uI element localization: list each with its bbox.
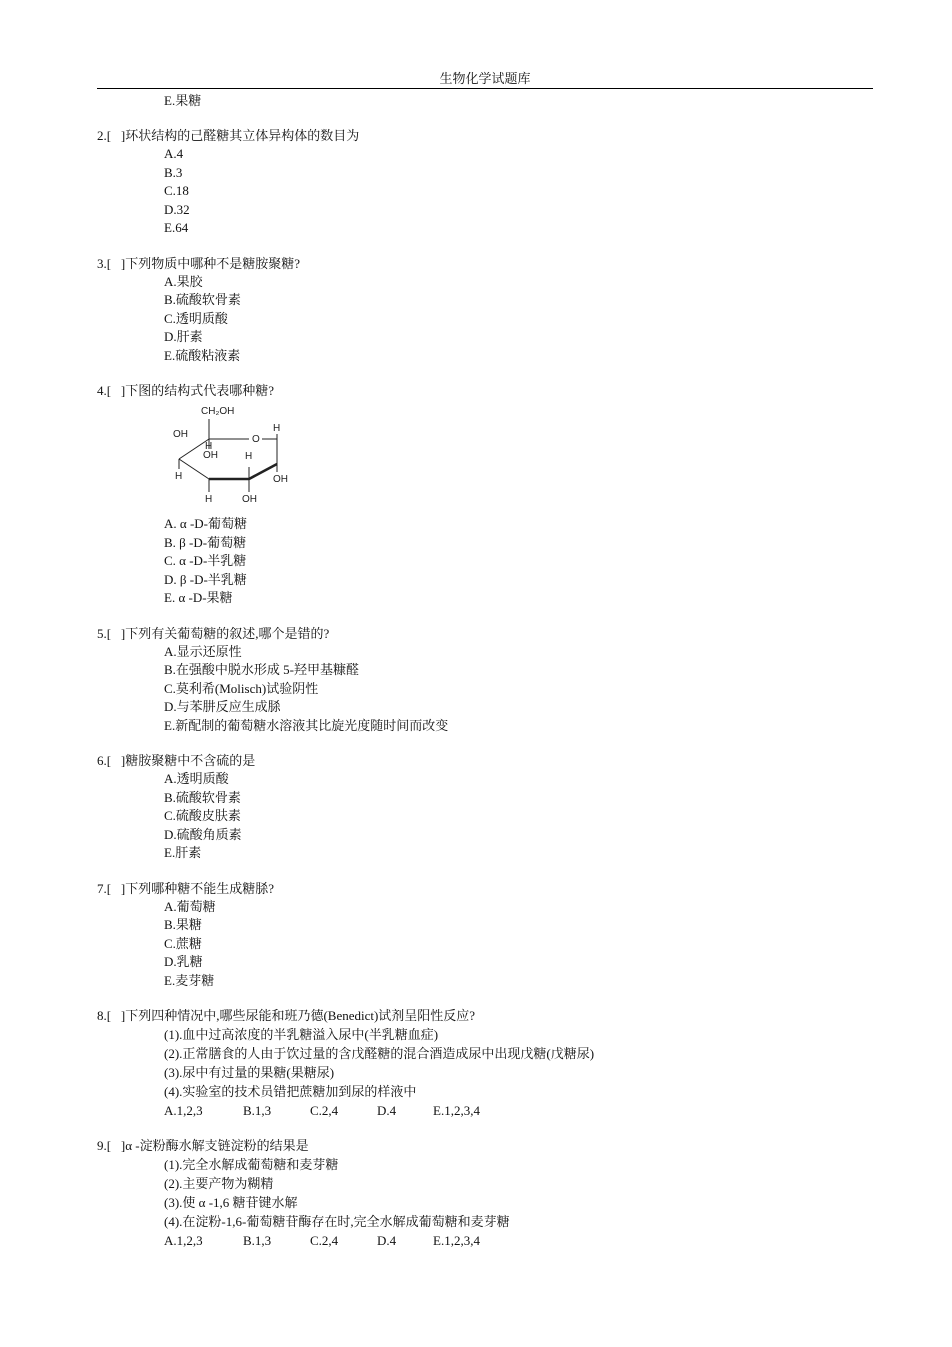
option-list xyxy=(164,515,873,608)
question-text: 环状结构的己醛糖其立体异构体的数目为 xyxy=(125,128,360,143)
choice-item: A.1,2,3 xyxy=(164,1233,203,1248)
answer-option: E.新配制的葡萄糖水溶液其比旋光度随时间而改变 xyxy=(164,717,449,733)
choice-item: C.2,4 xyxy=(310,1103,339,1118)
answer-option: A.果胶 xyxy=(164,273,203,289)
question-stem xyxy=(97,255,873,273)
question-number: 6.[ xyxy=(97,753,112,768)
answer-option: (3).尿中有过量的果糖(果糖尿) xyxy=(164,1065,335,1080)
structure-label-oh-left: OH xyxy=(173,429,188,440)
answer-option: A.透明质酸 xyxy=(164,771,229,786)
question-bracket: ] xyxy=(120,753,126,768)
question-number: 3.[ xyxy=(97,255,112,271)
answer-option: D.与苯肼反应生成脎 xyxy=(164,699,281,714)
answer-option: B.硫酸软骨素 xyxy=(164,292,241,307)
answer-option: D. β -D-半乳糖 xyxy=(164,571,247,587)
choice-item: D.4 xyxy=(377,1233,397,1248)
choice-row xyxy=(164,1231,873,1250)
question-stem xyxy=(97,127,873,145)
choice-item: C.2,4 xyxy=(310,1233,339,1248)
question-bracket: ] xyxy=(120,880,126,896)
answer-option: B.3 xyxy=(164,164,183,180)
choice-row xyxy=(164,1101,873,1120)
page-header-title: 生物化学试题库 xyxy=(439,71,531,86)
question xyxy=(97,382,873,608)
structure-label-h-c1: H xyxy=(273,423,281,434)
option-list xyxy=(164,1155,873,1231)
answer-option: (3).使 α -1,6 糖苷键水解 xyxy=(164,1195,298,1210)
question-stem xyxy=(97,1137,873,1155)
question-text: 下图的结构式代表哪种糖? xyxy=(125,383,274,398)
answer-option: A. α -D-葡萄糖 xyxy=(164,516,247,531)
answer-option: E.64 xyxy=(164,220,189,235)
choice-item: D.4 xyxy=(377,1103,397,1118)
answer-option: E.肝素 xyxy=(164,845,202,860)
question-bracket: ] xyxy=(120,1138,126,1153)
structure-label-oh-c1: OH xyxy=(273,474,288,485)
structure-bond xyxy=(179,459,209,479)
question xyxy=(97,255,873,366)
question-stem xyxy=(97,880,873,898)
question-text: 下列哪种糖不能生成糖脎? xyxy=(125,880,274,896)
question-stem xyxy=(97,752,873,770)
structure-label-ch2oh: CH₂OH xyxy=(201,406,235,417)
answer-option: D.乳糖 xyxy=(164,954,203,969)
question-text: 下列四种情况中,哪些尿能和班乃德(Benedict)试剂呈阳性反应? xyxy=(125,1008,476,1023)
haworth-structure-diagram xyxy=(169,404,299,504)
answer-option: C. α -D-半乳糖 xyxy=(164,553,247,568)
question-stem xyxy=(97,625,873,643)
question-number: 5.[ xyxy=(97,625,112,641)
question xyxy=(97,1007,873,1120)
option-list xyxy=(164,643,873,736)
question-stem xyxy=(97,382,873,400)
carry-over-option: E.果糖 xyxy=(164,93,202,108)
option-list xyxy=(164,770,873,863)
answer-option: D.32 xyxy=(164,201,190,217)
question-stem xyxy=(97,1007,873,1025)
choice-item: B.1,3 xyxy=(243,1233,272,1248)
answer-option: D.肝素 xyxy=(164,329,203,344)
option-list xyxy=(164,898,873,991)
question-number: 8.[ xyxy=(97,1008,112,1023)
question xyxy=(97,880,873,991)
answer-option: C.18 xyxy=(164,183,189,198)
answer-option: C.莫利希(Molisch)试验阴性 xyxy=(164,680,319,696)
answer-option: (2).主要产物为糊精 xyxy=(164,1176,274,1191)
structure-label-h-c2: H xyxy=(245,451,253,462)
structure-label-h-bottom: H xyxy=(205,494,213,504)
answer-option: E.硫酸粘液素 xyxy=(164,347,241,363)
answer-option: A.葡萄糖 xyxy=(164,898,216,914)
structure-label-oh-c3: OH xyxy=(203,450,218,461)
answer-option: D.硫酸角质素 xyxy=(164,826,242,842)
choice-item: A.1,2,3 xyxy=(164,1103,203,1118)
answer-option: B.在强酸中脱水形成 5-羟甲基糠醛 xyxy=(164,662,360,677)
option-list xyxy=(164,273,873,366)
question-bracket: ] xyxy=(120,383,126,398)
structure-label-o-ring: O xyxy=(252,434,260,445)
structure-label-h-c4: H xyxy=(205,441,213,452)
answer-option: B. β -D-葡萄糖 xyxy=(164,534,247,550)
question-text: 下列物质中哪种不是糖胺聚糖? xyxy=(125,255,300,271)
question-bracket: ] xyxy=(120,128,126,143)
question-text: 下列有关葡萄糖的叙述,哪个是错的? xyxy=(125,625,330,641)
answer-option: (1).血中过高浓度的半乳糖溢入尿中(半乳糖血症) xyxy=(164,1027,439,1042)
question xyxy=(97,752,873,863)
question-text: α -淀粉酶水解支链淀粉的结果是 xyxy=(125,1138,309,1153)
answer-option: C.硫酸皮肤素 xyxy=(164,808,241,823)
option-list xyxy=(164,1025,873,1101)
answer-option: C.蔗糖 xyxy=(164,935,202,951)
question xyxy=(97,127,873,238)
question-bracket: ] xyxy=(120,1008,126,1023)
structure-label-oh-bottom: OH xyxy=(242,494,257,504)
answer-option: A.4 xyxy=(164,146,184,161)
question-text: 糖胺聚糖中不含硫的是 xyxy=(125,753,256,768)
question-list xyxy=(97,92,873,1250)
question-number: 2.[ xyxy=(97,128,112,143)
answer-option: (1).完全水解成葡萄糖和麦芽糖 xyxy=(164,1157,339,1172)
questions-container xyxy=(97,127,873,1250)
answer-option: (4).在淀粉-1,6-葡萄糖苷酶存在时,完全水解成葡萄糖和麦芽糖 xyxy=(164,1214,510,1229)
question-number: 9.[ xyxy=(97,1138,112,1153)
question xyxy=(97,1137,873,1250)
choice-item: E.1,2,3,4 xyxy=(433,1233,480,1248)
answer-option: (4).实验室的技术员错把蔗糖加到尿的样液中 xyxy=(164,1084,417,1099)
structure-label-h-left: H xyxy=(175,471,183,482)
option-list xyxy=(164,145,873,238)
question-bracket: ] xyxy=(120,255,126,271)
answer-option: (2).正常膳食的人由于饮过量的含戊醛糖的混合酒造成尿中出现戊糖(戊糖尿) xyxy=(164,1046,595,1061)
question xyxy=(97,625,873,736)
answer-option: C.透明质酸 xyxy=(164,310,228,326)
question-number: 4.[ xyxy=(97,383,112,398)
choice-item: E.1,2,3,4 xyxy=(433,1103,480,1118)
choice-item: B.1,3 xyxy=(243,1103,272,1118)
question-number: 7.[ xyxy=(97,880,112,896)
answer-option: E. α -D-果糖 xyxy=(164,590,233,605)
answer-option: B.果糖 xyxy=(164,917,202,932)
header-rule xyxy=(97,88,873,89)
answer-option: B.硫酸软骨素 xyxy=(164,789,241,805)
question-bracket: ] xyxy=(120,625,126,641)
answer-option: E.麦芽糖 xyxy=(164,972,215,988)
answer-option: A.显示还原性 xyxy=(164,643,242,659)
